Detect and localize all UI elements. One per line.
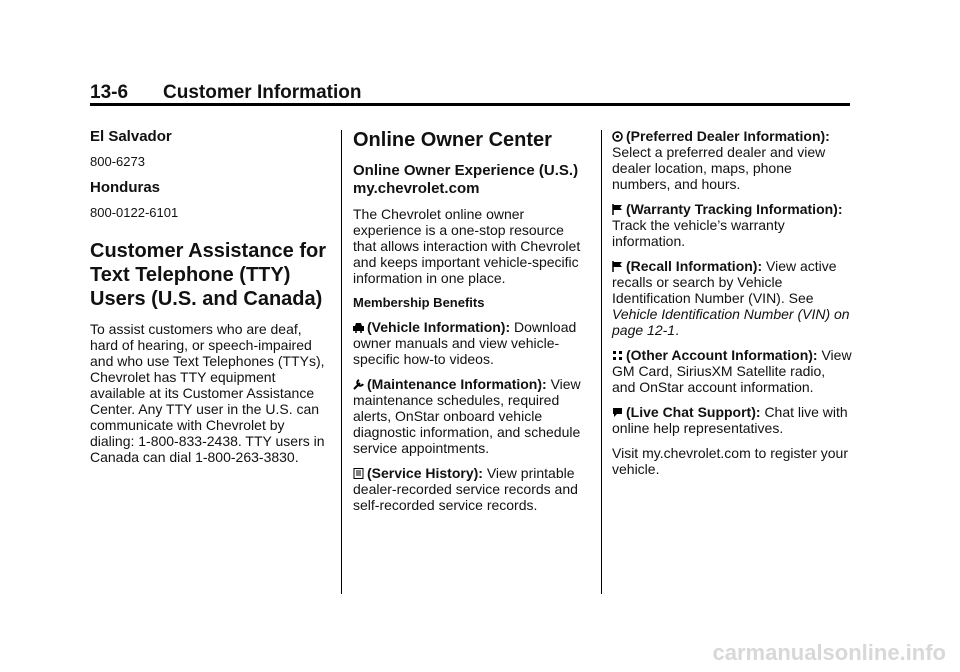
- preferred-dealer-item: [612, 128, 852, 192]
- section-title: Customer Information: [163, 82, 362, 103]
- membership-benefits-heading: Membership Benefits: [353, 295, 485, 310]
- item-label: (Vehicle Information):: [367, 319, 511, 335]
- column-3: [612, 128, 852, 486]
- item-text: View maintenance schedules, required alerts, OnStar onboard vehicle diagnostic information, and schedule service appointments.: [353, 376, 581, 456]
- item-label: (Maintenance Information):: [367, 376, 547, 392]
- service-history-item: [353, 465, 588, 513]
- header-rule: [90, 103, 850, 106]
- flag-icon: [612, 202, 623, 213]
- item-label: (Warranty Tracking Information):: [626, 201, 843, 217]
- car-icon: [353, 320, 364, 331]
- warranty-tracking-item: [612, 201, 852, 249]
- page-number: 13-6: [90, 82, 129, 103]
- maintenance-information-item: [353, 376, 588, 456]
- other-account-item: [612, 347, 852, 395]
- dealer-badge-icon: [612, 129, 623, 140]
- item-text: Download owner manuals and view vehicle-specific how-to videos.: [353, 319, 577, 367]
- item-text: Chat live with online help representatives.: [612, 404, 848, 436]
- closing-paragraph: Visit my.chevrolet.com to register your vehicle.: [612, 445, 849, 477]
- honduras-phone: 800-0122-6101: [90, 205, 179, 220]
- tty-body: To assist customers who are deaf, hard of hearing, or speech-impaired and who use Text Telephones (TTYs), Chevrolet has TTY equipment available at its Customer Assistance Center. Any TTY user in the U.S. can communicate with Chevrolet by dialing: 1-800-833-2438. TTY users in Canada can dial 1-800-263-3830.: [90, 321, 325, 465]
- tty-heading: Customer Assistance for Text Telephone (TTY) Users (U.S. and Canada): [90, 240, 326, 310]
- chat-icon: [612, 405, 623, 416]
- vehicle-information-item: [353, 319, 588, 367]
- item-text: View active recalls or search by Vehicle Identification Number (VIN). See: [612, 258, 837, 306]
- item-label: (Other Account Information):: [626, 347, 818, 363]
- el-salvador-heading: El Salvador: [90, 128, 172, 145]
- item-label: (Preferred Dealer Information):: [626, 128, 830, 144]
- intro-paragraph: The Chevrolet online owner experience is a one-stop resource that allows interaction with Chevrolet and keeps important vehicle-specific information in one place.: [353, 206, 581, 286]
- online-owner-experience-heading: Online Owner Experience (U.S.) my.chevrolet.com: [353, 162, 579, 197]
- watermark: carmanualsonline.info: [712, 640, 946, 665]
- account-icon: [612, 348, 623, 359]
- recall-information-item: [612, 258, 852, 338]
- item-label: (Recall Information):: [626, 258, 763, 274]
- item-text: Track the vehicle’s warranty information.: [612, 217, 785, 249]
- honduras-heading: Honduras: [90, 179, 161, 196]
- column-divider: [341, 130, 342, 594]
- item-label: (Live Chat Support):: [626, 404, 761, 420]
- column-2: [353, 128, 588, 522]
- flag-icon: [612, 259, 623, 270]
- column-divider: [601, 130, 602, 594]
- document-icon: [353, 466, 364, 477]
- item-text: View printable dealer-recorded service records and self-recorded service records.: [353, 465, 578, 513]
- live-chat-item: [612, 404, 852, 436]
- wrench-icon: [353, 377, 364, 388]
- column-1: [90, 128, 330, 474]
- online-owner-center-heading: Online Owner Center: [353, 129, 552, 151]
- item-text: Select a preferred dealer and view dealer location, maps, phone numbers, and hours.: [612, 144, 826, 192]
- item-label: (Service History):: [367, 465, 483, 481]
- vin-reference-link[interactable]: Vehicle Identification Number (VIN) on page 12-1: [612, 306, 850, 338]
- page-header: [90, 82, 850, 104]
- item-tail: .: [675, 322, 679, 338]
- item-text: View GM Card, SiriusXM Satellite radio, and OnStar account information.: [612, 347, 852, 395]
- el-salvador-phone: 800-6273: [90, 154, 145, 169]
